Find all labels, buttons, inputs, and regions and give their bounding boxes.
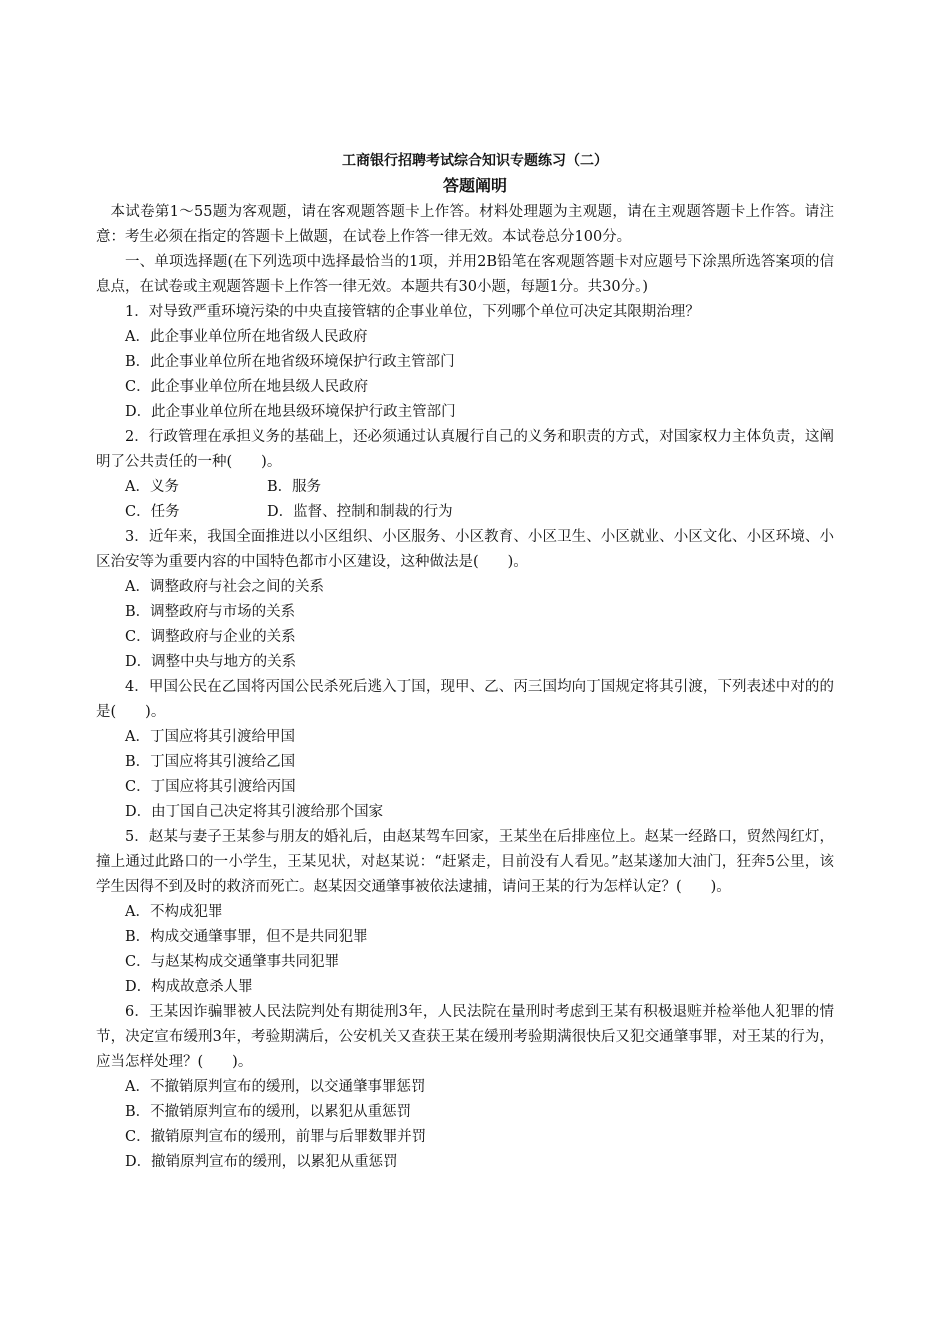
question-stem: 6．王某因诈骗罪被人民法院判处有期徒刑3年，人民法院在量刑时考虑到王某有积极退赃并检举他人犯罪的情节，决定宣布缓刑3年，考验期满后，公安机关又查获王某在缓刑考验期满很快后又犯交通肇事罪，对王某的行为，应当怎样处理？( )。 bbox=[96, 1004, 834, 1070]
option-c: C．调整政府与企业的关系 bbox=[125, 629, 296, 645]
question-stem: 5．赵某与妻子王某参与朋友的婚礼后，由赵某驾车回家，王某坐在后排座位上。赵某一经路口，贸然闯红灯，撞上通过此路口的一小学生，王某见状，对赵某说：“赶紧走，目前没有人看见。”赵某遂加大油门，狂奔5公里，该学生因得不到及时的救济而死亡。赵某因交通肇事被依法逮捕，请问王某的行为怎样认定？( )。 bbox=[96, 829, 834, 895]
question-6 bbox=[96, 1000, 834, 1175]
option-a: A．义务 bbox=[125, 479, 179, 495]
option-b: B．不撤销原判宣布的缓刑，以累犯从重惩罚 bbox=[125, 1104, 412, 1120]
question-stem: 1．对导致严重环境污染的中央直接管辖的企事业单位，下列哪个单位可决定其限期治理？ bbox=[125, 304, 700, 320]
question-stem: 4．甲国公民在乙国将丙国公民杀死后逃入丁国，现甲、乙、丙三国均向丁国规定将其引渡，下列表述中对的的是( )。 bbox=[96, 679, 834, 720]
option-c: C．此企事业单位所在地县级人民政府 bbox=[125, 379, 369, 395]
document-body bbox=[96, 200, 834, 1175]
option-b: B．服务 bbox=[267, 479, 322, 495]
option-a: A．此企事业单位所在地省级人民政府 bbox=[125, 329, 368, 345]
question-stem: 2．行政管理在承担义务的基础上，还必须通过认真履行自己的义务和职责的方式，对国家权力主体负责，这阐明了公共责任的一种( )。 bbox=[96, 429, 834, 470]
option-b: B．此企事业单位所在地省级环境保护行政主管部门 bbox=[125, 354, 455, 370]
option-c: C．任务 bbox=[125, 504, 180, 520]
option-c: C．撤销原判宣布的缓刑，前罪与后罪数罪并罚 bbox=[125, 1129, 427, 1145]
question-2 bbox=[96, 425, 834, 525]
question-5 bbox=[96, 825, 834, 1000]
option-b: B．调整政府与市场的关系 bbox=[125, 604, 296, 620]
section-heading: 一、单项选择题(在下列选项中选择最恰当的1项，并用2B铅笔在客观题答题卡对应题号下涂黑所选答案项的信息点，在试卷或主观题答题卡上作答一律无效。本题共有30小题，每题1分。共30分。) bbox=[96, 254, 834, 295]
option-c: C．与赵某构成交通肇事共同犯罪 bbox=[125, 954, 340, 970]
option-c: C．丁国应将其引渡给丙国 bbox=[125, 779, 296, 795]
intro-paragraph: 本试卷第1～55题为客观题，请在客观题答题卡上作答。材料处理题为主观题，请在主观题答题卡上作答。请注意：考生必须在指定的答题卡上做题，在试卷上作答一律无效。本试卷总分100分。 bbox=[96, 204, 834, 245]
option-a: A．不撤销原判宣布的缓刑，以交通肇事罪惩罚 bbox=[125, 1079, 426, 1095]
option-a: A．调整政府与社会之间的关系 bbox=[125, 579, 324, 595]
option-d: D．此企事业单位所在地县级环境保护行政主管部门 bbox=[125, 404, 456, 420]
question-3 bbox=[96, 525, 834, 675]
option-a: A．丁国应将其引渡给甲国 bbox=[125, 729, 295, 745]
option-row bbox=[96, 500, 834, 525]
option-d: D．调整中央与地方的关系 bbox=[125, 654, 297, 670]
document-subtitle: 答题阐明 bbox=[442, 176, 507, 195]
document-title: 工商银行招聘考试综合知识专题练习（二） bbox=[342, 153, 608, 169]
option-b: B．构成交通肇事罪，但不是共同犯罪 bbox=[125, 929, 368, 945]
option-a: A．不构成犯罪 bbox=[125, 904, 223, 920]
question-4 bbox=[96, 675, 834, 825]
option-b: B．丁国应将其引渡给乙国 bbox=[125, 754, 296, 770]
option-d: D．由丁国自己决定将其引渡给那个国家 bbox=[125, 804, 384, 820]
option-row bbox=[96, 475, 834, 500]
option-d: D．撤销原判宣布的缓刑，以累犯从重惩罚 bbox=[125, 1154, 398, 1170]
question-1 bbox=[96, 300, 834, 425]
option-d: D．构成故意杀人罪 bbox=[125, 979, 253, 995]
question-stem: 3．近年来，我国全面推进以小区组织、小区服务、小区教育、小区卫生、小区就业、小区文化、小区环境、小区治安等为重要内容的中国特色都市小区建设，这种做法是( )。 bbox=[96, 529, 834, 570]
option-d: D．监督、控制和制裁的行为 bbox=[267, 504, 453, 520]
